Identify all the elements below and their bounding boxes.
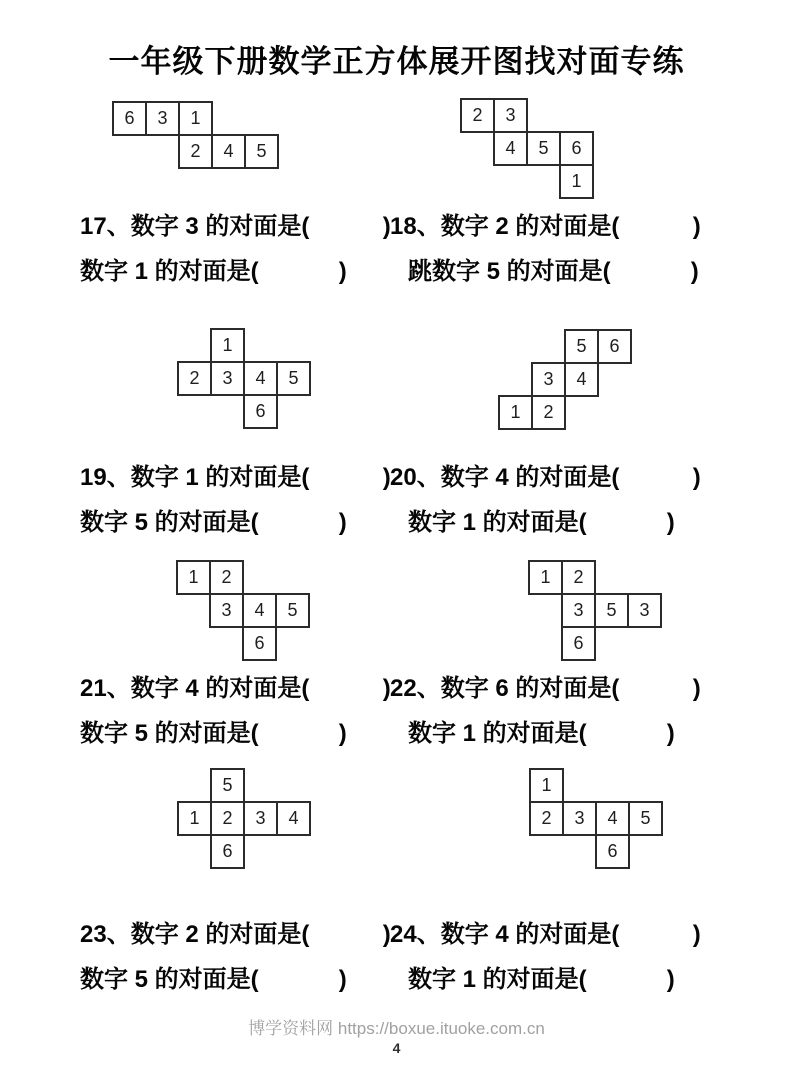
question-24-line1: 24、数字 4 的对面是( ) [390, 921, 701, 948]
net-cell: 5 [276, 361, 311, 396]
question-23-line2: 数字 5 的对面是( ) [80, 966, 347, 993]
net-cell: 5 [275, 593, 310, 628]
net-cell: 5 [210, 768, 245, 803]
net-cell: 6 [243, 394, 278, 429]
net-cell: 3 [561, 593, 596, 628]
net-cell: 6 [595, 834, 630, 869]
net-cell: 1 [176, 560, 211, 595]
question-18-line2: 跳数字 5 的对面是( ) [408, 258, 699, 285]
net-cell: 3 [145, 101, 180, 136]
net-cell: 3 [210, 361, 245, 396]
net-cell: 4 [493, 131, 528, 166]
question-23-line1: 23、数字 2 的对面是( ) [80, 921, 391, 948]
net-cell: 2 [529, 801, 564, 836]
net-cell: 1 [528, 560, 563, 595]
net-cell: 3 [493, 98, 528, 133]
net-cell: 2 [177, 361, 212, 396]
net-cell: 6 [561, 626, 596, 661]
question-19-line2: 数字 5 的对面是( ) [80, 509, 347, 536]
question-22-line2: 数字 1 的对面是( ) [408, 720, 675, 747]
net-cell: 2 [460, 98, 495, 133]
question-row-23-24 [0, 920, 793, 1010]
net-cell: 3 [627, 593, 662, 628]
net-cell: 6 [112, 101, 147, 136]
net-cell: 4 [211, 134, 246, 169]
question-row-21-22 [0, 674, 793, 764]
net-cell: 5 [526, 131, 561, 166]
page-number: 4 [392, 1040, 401, 1056]
net-cell: 6 [597, 329, 632, 364]
question-20-line2: 数字 1 的对面是( ) [408, 509, 675, 536]
question-21-line1: 21、数字 4 的对面是( ) [80, 675, 391, 702]
question-20-line1: 20、数字 4 的对面是( ) [390, 464, 701, 491]
question-18-line1: 18、数字 2 的对面是( ) [390, 213, 701, 240]
net-cell: 3 [209, 593, 244, 628]
net-cell: 1 [559, 164, 594, 199]
net-cell: 5 [244, 134, 279, 169]
net-cell: 2 [178, 134, 213, 169]
net-cell: 5 [628, 801, 663, 836]
question-row-19-20 [0, 463, 793, 553]
net-cell: 4 [595, 801, 630, 836]
net-cell: 6 [242, 626, 277, 661]
footer-watermark: 博学资料网 https://boxue.ituoke.com.cn [248, 1019, 545, 1038]
net-cell: 1 [529, 768, 564, 803]
page-title: 一年级下册数学正方体展开图找对面专练 [108, 44, 685, 79]
question-24-line2: 数字 1 的对面是( ) [408, 966, 675, 993]
question-17-line1: 17、数字 3 的对面是( ) [80, 213, 391, 240]
net-cell: 3 [562, 801, 597, 836]
question-21-line2: 数字 5 的对面是( ) [80, 720, 347, 747]
net-cell: 4 [243, 361, 278, 396]
net-cell: 2 [210, 801, 245, 836]
net-cell: 3 [243, 801, 278, 836]
net-cell: 5 [594, 593, 629, 628]
net-cell: 1 [177, 801, 212, 836]
net-cell: 1 [178, 101, 213, 136]
net-cell: 4 [242, 593, 277, 628]
net-cell: 3 [531, 362, 566, 397]
net-cell: 6 [559, 131, 594, 166]
net-cell: 5 [564, 329, 599, 364]
question-19-line1: 19、数字 1 的对面是( ) [80, 464, 391, 491]
net-cell: 2 [561, 560, 596, 595]
question-row-17-18 [0, 212, 793, 302]
net-cell: 1 [498, 395, 533, 430]
net-cell: 1 [210, 328, 245, 363]
net-cell: 2 [209, 560, 244, 595]
question-17-line2: 数字 1 的对面是( ) [80, 258, 347, 285]
net-cell: 6 [210, 834, 245, 869]
net-cell: 4 [276, 801, 311, 836]
net-cell: 4 [564, 362, 599, 397]
question-22-line1: 22、数字 6 的对面是( ) [390, 675, 701, 702]
net-cell: 2 [531, 395, 566, 430]
